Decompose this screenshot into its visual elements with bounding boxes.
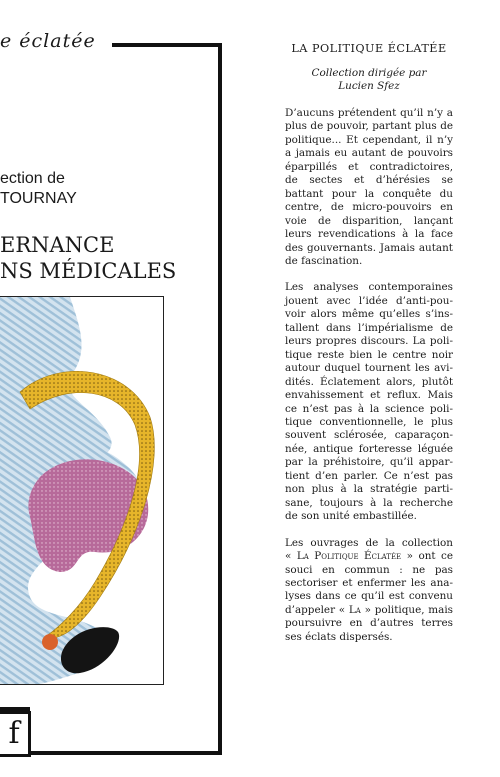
paragraph-3-part-3: » politique, mais poursuivre en d’autres terres ses éclats dispersés.	[285, 603, 453, 643]
frame-bottom-border	[0, 751, 222, 755]
series-direction	[0, 169, 77, 209]
la-smallcaps: La	[348, 603, 361, 616]
paragraph-2: Les analyses contemporaines jouent avec l’idée d’anti-pouvoir alors même qu’elles s’installent dans l’impérialisme de leurs propres discours. La politique reste bien le centre noir autour duquel tournent les avidités. Éclatement alors, plutôt envahissement et reflux. Mais ce n’est pas à la science politique conventionnelle, le plus souvent sclérosée, caparaçonnée, antique forteresse léguée par la préhistoire, qu’il appartient d’en parler. Ce n’est pas non plus à la stratégie partisane, toujours à la recherche de son unité embastillée.	[285, 281, 453, 523]
paragraph-1: D’aucuns prétendent qu’il n’y a plus de pouvoir, partant plus de politique... Et cependant, il n’y a jamais eu autant de pouvoirs éparpillés et contradictoires, de sectes et d’hérésies se battant pour la conquête du centre, de micro-pouvoirs en voie de disparition, lançant leurs revendications à la face des gouvernants. Jamais autant de fascination.	[285, 107, 453, 267]
collection-director	[285, 67, 453, 93]
abstract-illustration	[0, 297, 163, 684]
direction-line-1: ection de	[0, 170, 65, 187]
series-title: e éclatée	[0, 30, 96, 52]
book-title-line-2: NS MÉDICALES	[0, 259, 177, 283]
cover-artwork	[0, 296, 164, 685]
book-title	[0, 232, 176, 284]
collection-name-smallcaps: La Politique Éclatée	[296, 550, 402, 563]
paragraph-3	[285, 537, 453, 645]
frame-top-border	[112, 43, 222, 47]
frame-right-border	[218, 43, 222, 755]
paragraph-3-part-1: Les ouvrages de la collection «	[285, 536, 453, 563]
direction-line-2: TOURNAY	[0, 190, 77, 207]
back-cover-text	[285, 42, 453, 644]
orange-circle-shape	[42, 634, 58, 650]
book-title-line-1: ERNANCE	[0, 233, 115, 257]
collection-director-line-2: Lucien Sfez	[338, 80, 400, 92]
publisher-logo: f	[0, 711, 31, 757]
collection-name: LA POLITIQUE ÉCLATÉE	[291, 42, 447, 55]
paragraph-3-part-2: » ont ce souci en commun : ne pas sectoriser et enfermer les analyses dans ce qu’il est convenu d’appeler «	[285, 550, 453, 616]
collection-director-line-1: Collection dirigée par	[311, 67, 427, 79]
